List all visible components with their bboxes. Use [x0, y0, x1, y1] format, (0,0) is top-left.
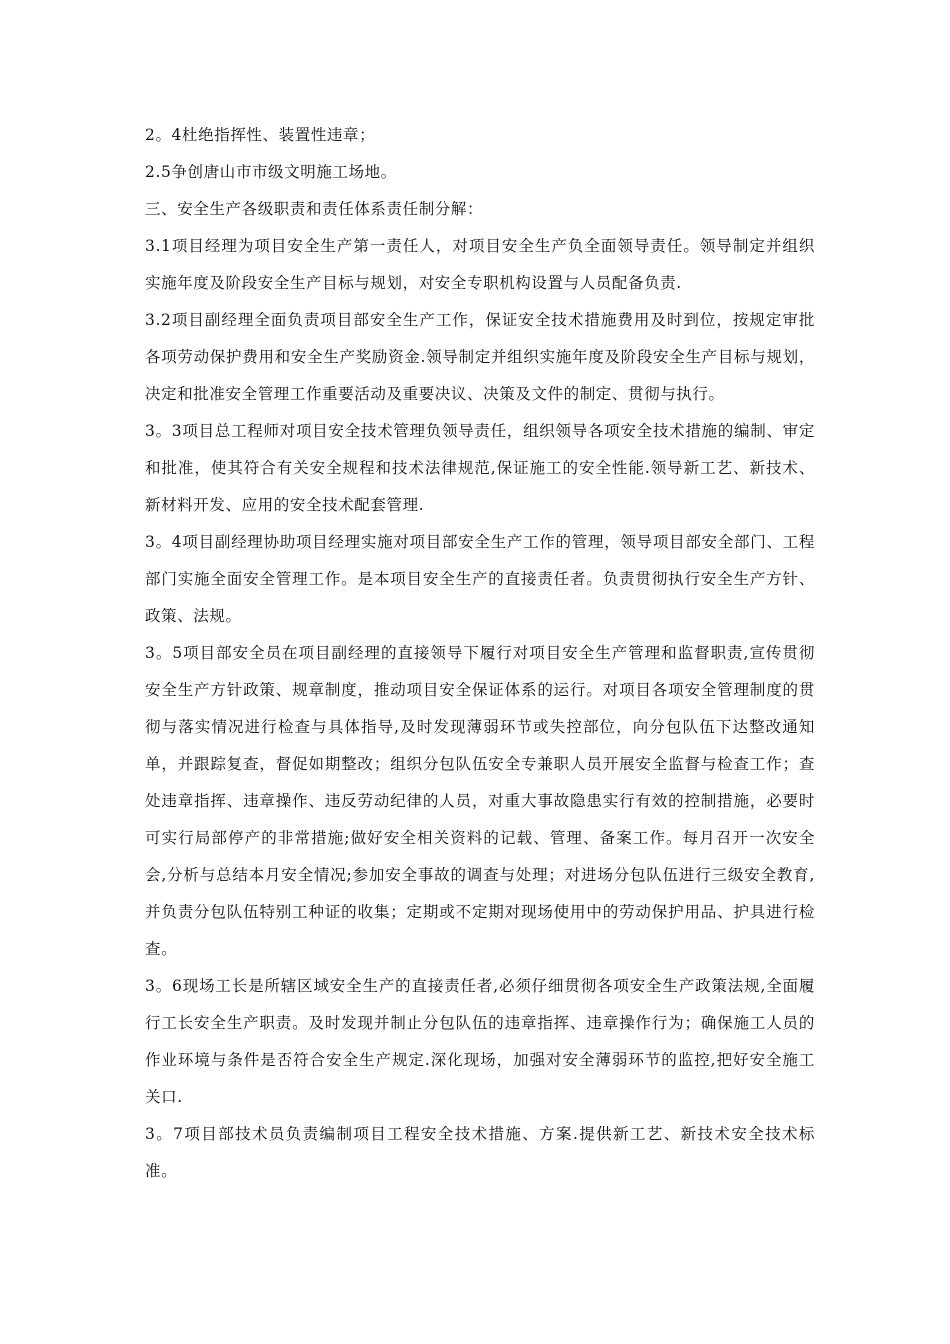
paragraph-3-3: 3。3项目总工程师对项目安全技术管理负领导责任，组织领导各项安全技术措施的编制、审定和批准，使其符合有关安全规程和技术法律规范,保证施工的安全性能.领导新工艺、新技术、新材料开发、应用的安全技术配套管理.	[145, 422, 815, 514]
document-body	[145, 117, 815, 1190]
paragraph-3-4: 3。4项目副经理协助项目经理实施对项目部安全生产工作的管理，领导项目部安全部门、工程部门实施全面安全管理工作。是本项目安全生产的直接责任者。负责贯彻执行安全生产方针、政策、法规。	[145, 533, 815, 625]
paragraph-3-7: 3。7项目部技术员负责编制项目工程安全技术措施、方案.提供新工艺、新技术安全技术标准。	[145, 1125, 815, 1180]
paragraph-3-6: 3。6现场工长是所辖区域安全生产的直接责任者,必须仔细贯彻各项安全生产政策法规,全面履行工长安全生产职责。及时发现并制止分包队伍的违章指挥、违章操作行为；确保施工人员的作业环境与条件是否符合安全生产规定.深化现场，加强对安全薄弱环节的监控,把好安全施工关口.	[145, 977, 815, 1106]
paragraph-3-5: 3。5项目部安全员在项目副经理的直接领导下履行对项目安全生产管理和监督职责,宣传贯彻安全生产方针政策、规章制度，推动项目安全保证体系的运行。对项目各项安全管理制度的贯彻与落实情况进行检查与具体指导,及时发现薄弱环节或失控部位，向分包队伍下达整改通知单，并跟踪复查，督促如期整改；组织分包队伍安全专兼职人员开展安全监督与检查工作；查处违章指挥、违章操作、违反劳动纪律的人员，对重大事故隐患实行有效的控制措施，必要时可实行局部停产的非常措施;做好安全相关资料的记载、管理、备案工作。每月召开一次安全会,分析与总结本月安全情况;参加安全事故的调查与处理；对进场分包队伍进行三级安全教育,并负责分包队伍特别工种证的收集；定期或不定期对现场使用中的劳动保护用品、护具进行检查。	[145, 644, 815, 958]
paragraph-3-2: 3.2项目副经理全面负责项目部安全生产工作，保证安全技术措施费用及时到位，按规定审批各项劳动保护费用和安全生产奖励资金.领导制定并组织实施年度及阶段安全生产目标与规划，决定和批准安全管理工作重要活动及重要决议、决策及文件的制定、贯彻与执行。	[145, 311, 815, 403]
paragraph-3-1: 3.1项目经理为项目安全生产第一责任人，对项目安全生产负全面领导责任。领导制定并组织实施年度及阶段安全生产目标与规划，对安全专职机构设置与人员配备负责.	[145, 237, 815, 292]
paragraph-2-4: 2。4杜绝指挥性、装置性违章；	[145, 126, 376, 144]
section-heading-3: 三、安全生产各级职责和责任体系责任制分解：	[145, 200, 484, 218]
paragraph-2-5: 2.5争创唐山市市级文明施工场地。	[145, 163, 397, 181]
